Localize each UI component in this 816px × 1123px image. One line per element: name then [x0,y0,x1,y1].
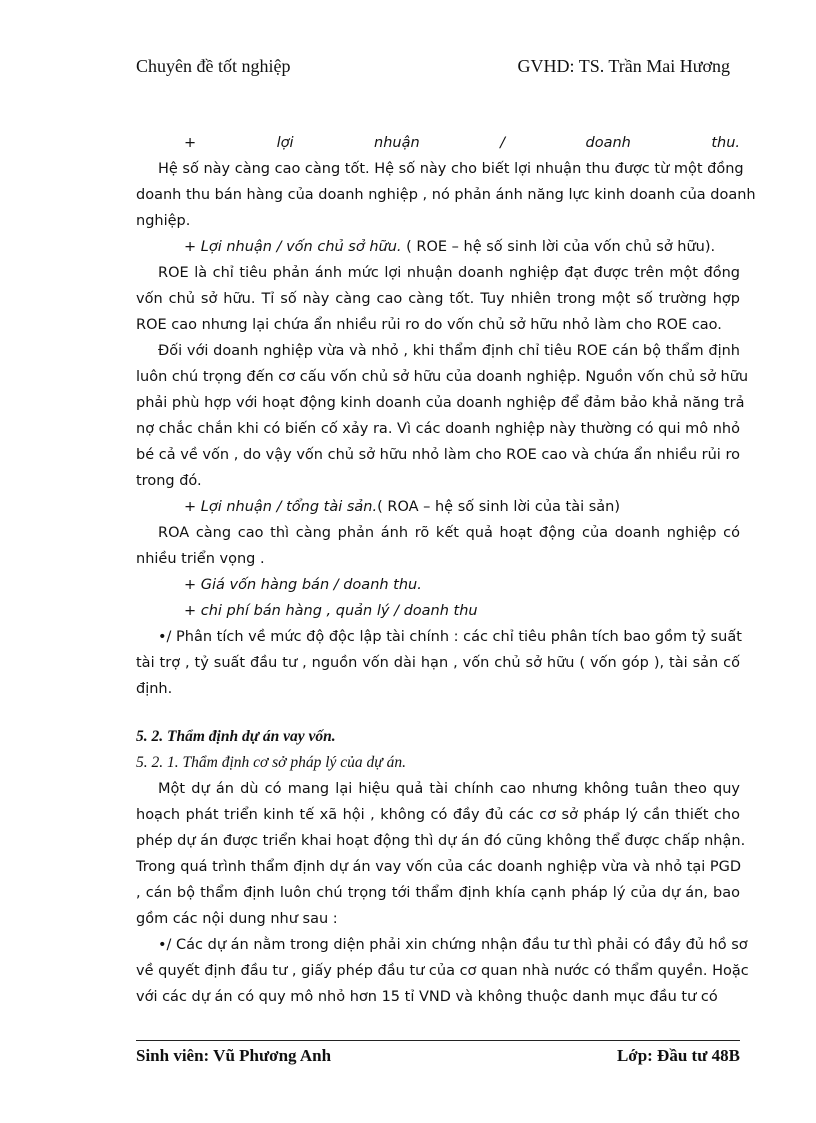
text-line: về quyết định đầu tư , giấy phép đầu tư của cơ quan nhà nước có thẩm quyền. Hoặc [136,963,749,979]
subsection-heading: 5. 2. 1. Thẩm định cơ sở pháp lý của dự án. [136,754,406,771]
roe-formula: + Lợi nhuận / vốn chủ sở hữu. [184,239,402,255]
text-line: phép dự án được triển khai hoạt động thì dự án đó cũng không thể được chấp nhận. [136,833,746,849]
footer-divider [136,1040,740,1041]
page-header [136,56,730,80]
word: lợi [276,135,294,151]
text-line: luôn chú trọng đến cơ cấu vốn chủ sở hữu của doanh nghiệp. Nguồn vốn chủ sở hữu [136,369,749,385]
roa-formula: + Lợi nhuận / tổng tài sản. [184,499,378,515]
text-line: định. [136,681,173,697]
paragraph-roa [136,520,740,572]
word: thu. [711,135,741,151]
roa-formula-line [136,494,740,520]
paragraph-legal-basis [136,776,746,932]
text-line: •/ Các dự án nằm trong diện phải xin chứng nhận đầu tư thì phải có đầy đủ hồ sơ [158,937,748,953]
text-line: trong đó. [136,473,202,489]
paragraph-sme-roe [136,338,749,494]
word: nhuận [374,135,420,151]
text-line: nợ chắc chắn khi có biến cố xảy ra. Vì các doanh nghiệp này thường có qui mô nhỏ [136,421,740,437]
text-line: tài trợ , tỷ suất đầu tư , nguồn vốn dài hạn , vốn chủ sở hữu ( vốn góp ), tài sản cố [136,655,740,671]
text-line: nghiệp. [136,213,191,229]
expense-ratio-line: + chi phí bán hàng , quản lý / doanh thu [184,603,478,619]
roe-formula-line [136,234,740,260]
text-line: gồm các nội dung như sau : [136,911,338,927]
text-line: , cán bộ thẩm định luôn chú trọng tới thẩm định khía cạnh pháp lý của dự án, bao [136,885,740,901]
text-line: Một dự án dù có mang lại hiệu quả tài chính cao nhưng không tuân theo quy [158,781,740,797]
text-line: doanh thu bán hàng của doanh nghiệp , nó phản ánh năng lực kinh doanh của doanh [136,187,756,203]
footer-class: Lớp: Đầu tư 48B [616,1046,740,1065]
profit-revenue-ratio-line [136,130,740,156]
page-footer [136,1046,740,1070]
document-body [136,130,756,1010]
paragraph-financial-independence [136,624,740,702]
footer-student: Sinh viên: Vũ Phương Anh [136,1046,332,1065]
text-line: ROE cao nhưng lại chứa ẩn nhiều rủi ro do vốn chủ sở hữu nhỏ làm cho ROE cao. [136,317,722,333]
text-line: nhiều triển vọng . [136,551,265,567]
header-advisor: GVHD: TS. Trần Mai Hương [517,56,730,76]
text-line: Đối với doanh nghiệp vừa và nhỏ , khi thẩm định chỉ tiêu ROE cán bộ thẩm định [158,343,740,359]
text-line: phải phù hợp với hoạt động kinh doanh của doanh nghiệp để đảm bảo khả năng trả [136,395,745,411]
text-line: ROA càng cao thì càng phản ánh rõ kết quả hoạt động của doanh nghiệp có [158,525,740,541]
header-title: Chuyên đề tốt nghiệp [136,56,291,76]
word: doanh [585,135,631,151]
text-line: ROE là chỉ tiêu phản ánh mức lợi nhuận doanh nghiệp đạt được trên một đồng [158,265,740,281]
cogs-ratio-line: + Giá vốn hàng bán / doanh thu. [184,577,422,593]
section-heading: 5. 2. Thẩm định dự án vay vốn. [136,728,336,745]
text-line: hoạch phát triển kinh tế xã hội , không có đầy đủ các cơ sở pháp lý cần thiết cho [136,807,740,823]
paragraph-profit-margin [136,156,756,234]
text-line: với các dự án có quy mô nhỏ hơn 15 tỉ VND và không thuộc danh mục đầu tư có [136,989,718,1005]
word: + [184,135,197,151]
text-line: Trong quá trình thẩm định dự án vay vốn của các doanh nghiệp vừa và nhỏ tại PGD [136,859,742,875]
word: / [500,135,506,151]
paragraph-roe [136,260,740,338]
text-line: bé cả về vốn , do vậy vốn chủ sở hữu nhỏ làm cho ROE cao và chứa ẩn nhiều rủi ro [136,447,740,463]
text-line: Hệ số này càng cao càng tốt. Hệ số này cho biết lợi nhuận thu được từ một đồng [158,161,744,177]
text-line: •/ Phân tích về mức độ độc lập tài chính : các chỉ tiêu phân tích bao gồm tỷ suất [158,629,742,645]
paragraph-investment-certificate [136,932,749,1010]
roa-note: ( ROA – hệ số sinh lời của tài sản) [377,499,621,515]
roe-note: ( ROE – hệ số sinh lời của vốn chủ sở hữu). [401,239,716,255]
text-line: vốn chủ sở hữu. Tỉ số này càng cao càng tốt. Tuy nhiên trong một số trường hợp [136,291,740,307]
